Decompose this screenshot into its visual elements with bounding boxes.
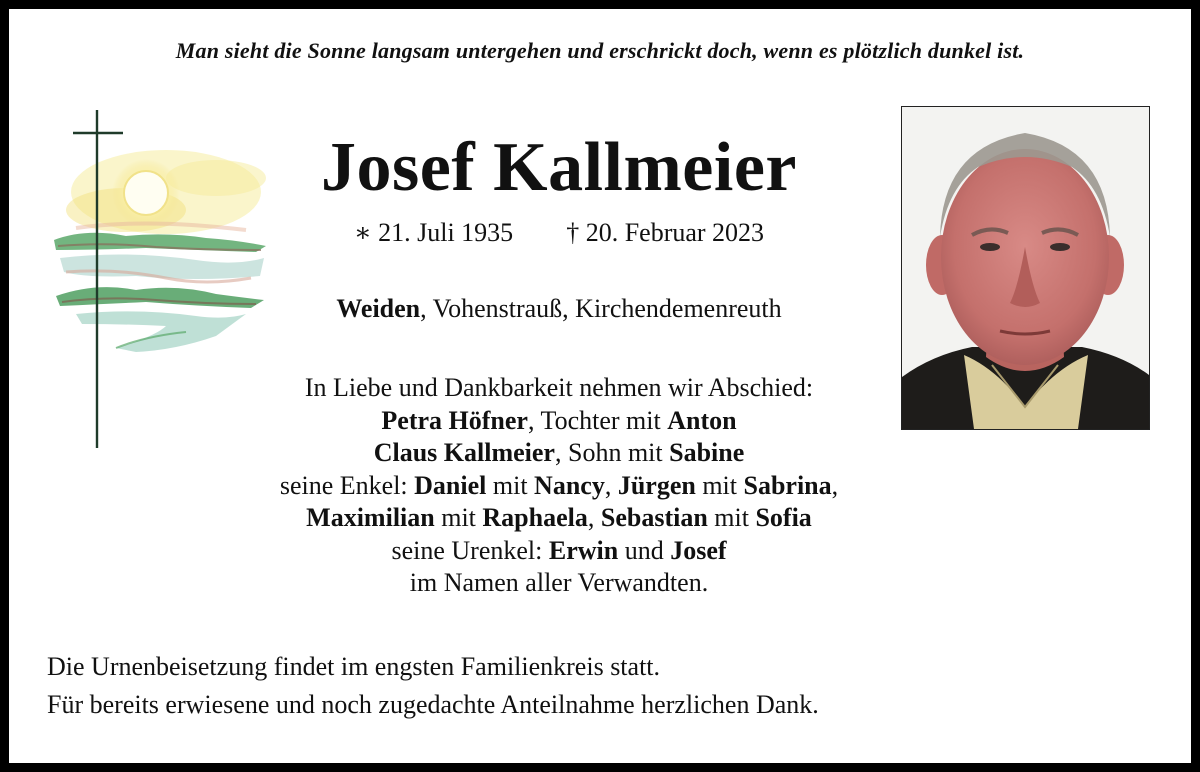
closing-block [47,648,1147,724]
cross-symbol: † [566,218,580,247]
motto-quote: Man sieht die Sonne langsam untergehen und erschrickt doch, wenn es plötzlich dunkel ist. [175,38,1025,63]
family-text: mit [486,470,535,500]
farewell-line: In Liebe und Dankbarkeit nehmen wir Abschied: [304,373,814,402]
portrait-photo [901,106,1150,430]
family-name: Anton [667,405,737,435]
family-text: seine Enkel: [279,470,415,500]
family-text: , [604,470,618,500]
birth-symbol: ∗ [353,218,372,247]
family-name: Nancy [534,470,605,500]
family-line [160,535,958,568]
family-name: Claus Kallmeier [373,438,555,467]
family-name: Jürgen [617,470,696,500]
family-name: Petra Höfner [381,405,528,435]
family-name: Daniel [414,470,487,500]
family-text: und [618,535,671,565]
closing-line-burial: Die Urnenbeisetzung findet im engsten Familienkreis statt. [47,652,661,681]
family-name: Sofia [755,503,812,532]
family-line [160,470,958,503]
family-line [160,405,958,438]
family-name: Josef [670,535,727,565]
family-line [160,502,958,535]
place-rest: , Vohenstrauß, Kirchendemenreuth [420,294,782,323]
family-name: Sabrina [743,470,832,500]
life-dates [200,218,918,248]
place-main: Weiden [336,294,421,323]
places-line [200,294,918,324]
family-text: mit [707,503,756,532]
deceased-name: Josef Kallmeier [321,129,797,206]
family-lines [160,405,958,600]
death-date: 20. Februar 2023 [585,218,765,247]
family-text: , Tochter mit [527,405,668,435]
family-name: Erwin [548,535,619,565]
birth-date: 21. Juli 1935 [378,218,514,247]
family-text: mit [434,503,483,532]
family-text: im Namen aller Verwandten. [409,568,709,597]
family-text: , Sohn mit [554,438,670,467]
family-name: Raphaela [482,503,588,532]
family-text: , [831,470,839,500]
family-name: Sabine [669,438,745,467]
family-name: Maximilian [306,503,435,532]
family-block [160,372,958,600]
family-line [160,437,958,470]
family-text: seine Urenkel: [391,535,549,565]
family-text: , [587,503,601,532]
family-name: Sebastian [600,503,708,532]
closing-line-thanks: Für bereits erwiesene und noch zugedachte Anteilnahme herzlichen Dank. [47,690,819,719]
family-line [160,567,958,600]
family-text: mit [695,470,744,500]
